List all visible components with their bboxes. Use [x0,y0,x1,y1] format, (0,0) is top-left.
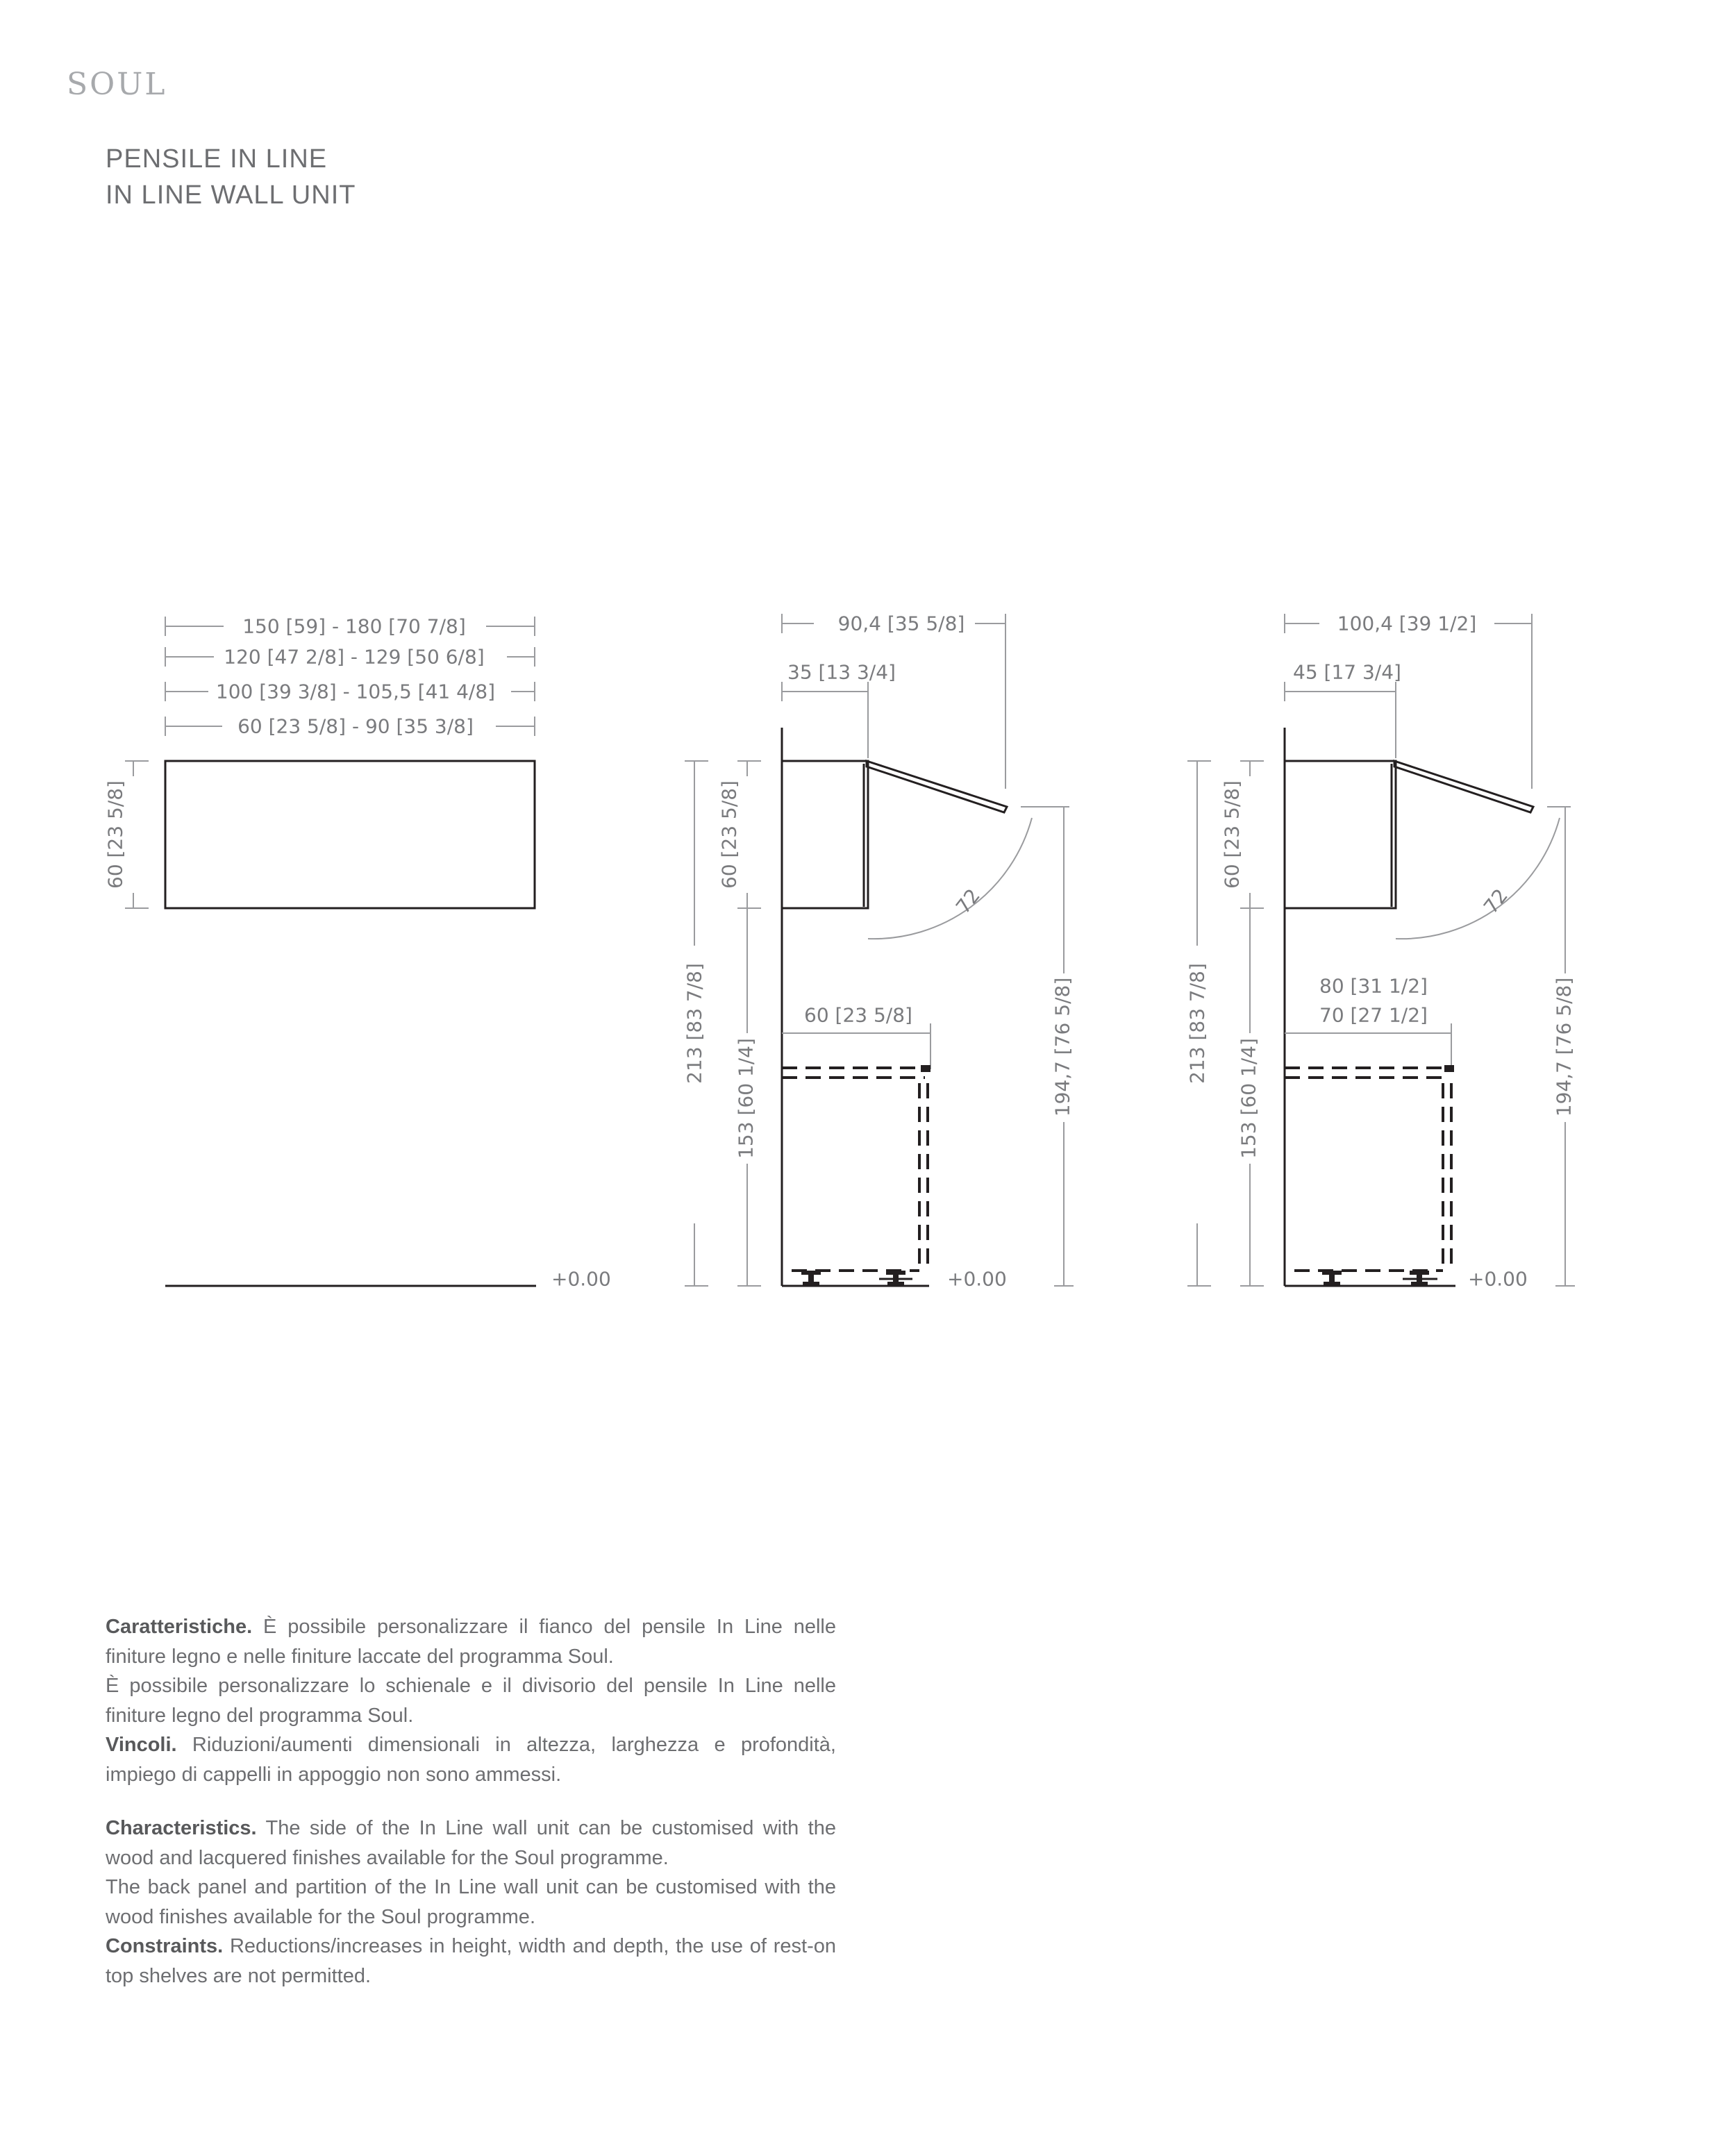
front-width-label-1: 150 [59] - 180 [70 7/8] [242,614,466,638]
page-title-english: IN LINE WALL UNIT [106,181,356,210]
side-b-floor-label: +0.00 [1468,1267,1528,1291]
side-b-total-depth-dim [1285,612,1532,789]
side-a-unit-depth-dim [782,661,896,759]
side-view-b [1186,612,1576,1291]
en-characteristics-label: Characteristics. [106,1817,257,1839]
description-english [106,1814,836,1991]
side-b-base-depth-label-2: 70 [27 1/2] [1319,1003,1428,1027]
front-height-dim [104,761,149,908]
side-b-open-door [1394,761,1533,812]
page-title-italian: PENSILE IN LINE [106,144,328,174]
en-characteristics-text-1: The side of the In Line wall unit can be customised with the wood and lacquered finishes available for the Soul programme. [106,1817,836,1869]
front-width-dim-4 [165,715,535,738]
side-b-total-height-dim [1186,761,1212,1286]
it-characteristics-text-2: È possibile personalizzare lo schienale e il divisorio del pensile In Line nelle finiture legno del programma Soul. [106,1675,836,1727]
front-height-label: 60 [23 5/8] [103,780,127,889]
side-a-mount-height-label: 153 [60 1/4] [734,1038,758,1159]
it-characteristics-text-1: È possibile personalizzare il fianco del pensile In Line nelle finiture legno e nelle finiture laccate del programma Soul. [106,1616,836,1668]
side-a-open-door [867,761,1007,812]
front-width-dim-1 [165,615,535,638]
side-b-unit-height-label: 60 [23 5/8] [1220,780,1244,889]
en-characteristics [106,1814,836,1873]
side-b-mount-height-label: 153 [60 1/4] [1237,1038,1260,1159]
side-a-total-depth-label: 90,4 [35 5/8] [837,612,965,635]
en-constraints [106,1932,836,1991]
it-characteristics [106,1612,836,1671]
side-b-unit-height-dim [1221,761,1265,908]
side-a-mount-height-dim [735,908,762,1286]
side-b-wall-unit [1285,761,1396,908]
side-a-unit-height-dim [718,761,762,908]
front-width-label-2: 120 [47 2/8] - 129 [50 6/8] [224,645,485,669]
side-b-unit-depth-dim [1285,661,1401,759]
side-view-a [683,612,1074,1291]
description-italian [106,1612,836,1789]
en-constraints-label: Constraints. [106,1935,224,1957]
side-b-open-height-label: 194,7 [76 5/8] [1552,977,1576,1117]
side-a-unit-depth-label: 35 [13 3/4] [787,660,896,684]
front-width-dim-3 [165,680,535,703]
it-constraints-text: Riduzioni/aumenti dimensionali in altezza, larghezza e profondità, impiego di cappelli in appoggio non sono ammessi. [106,1734,836,1786]
side-a-base-depth-dim [782,1004,930,1070]
front-floor-label: +0.00 [551,1267,611,1291]
side-b-base-depth-dim [1285,975,1451,1070]
it-constraints-label: Vincoli. [106,1734,177,1756]
en-characteristics-text-2: The back panel and partition of the In Line wall unit can be customised with the wood finishes available for the Soul programme. [106,1876,836,1928]
side-a-base-cabinet [782,1065,930,1286]
side-a-angle-label: 72 [951,884,985,919]
front-view [104,615,611,1291]
side-a-unit-height-label: 60 [23 5/8] [717,780,741,889]
side-a-wall-unit [782,761,868,908]
brand-logo: SOUL [67,67,167,102]
side-b-mount-height-dim [1237,908,1265,1286]
it-constraints [106,1730,836,1789]
side-a-floor-label: +0.00 [947,1267,1007,1291]
side-b-open-height-dim [1547,807,1576,1286]
side-b-base-cabinet [1285,1065,1455,1286]
side-a-base-depth-label: 60 [23 5/8] [804,1003,912,1027]
side-b-base-depth-label-1: 80 [31 1/2] [1319,974,1428,998]
side-a-open-height-dim [1021,807,1074,1286]
side-a-open-height-label: 194,7 [76 5/8] [1051,977,1074,1117]
front-width-label-4: 60 [23 5/8] - 90 [35 3/8] [237,714,474,738]
side-b-unit-depth-label: 45 [17 3/4] [1293,660,1401,684]
front-width-dim-2 [165,646,535,669]
side-b-angle-label: 72 [1479,884,1512,919]
side-b-total-depth-label: 100,4 [39 1/2] [1337,612,1477,635]
side-a-total-height-dim [683,761,709,1286]
front-width-label-3: 100 [39 3/8] - 105,5 [41 4/8] [215,680,496,703]
front-cabinet [165,761,535,908]
side-a-total-depth-dim [782,612,1005,789]
en-constraints-text: Reductions/increases in height, width and depth, the use of rest-on top shelves are not permitted. [106,1935,836,1987]
it-characteristics-label: Caratteristiche. [106,1616,253,1638]
side-b-total-height-label: 213 [83 7/8] [1185,963,1209,1084]
side-a-total-height-label: 213 [83 7/8] [683,963,706,1084]
